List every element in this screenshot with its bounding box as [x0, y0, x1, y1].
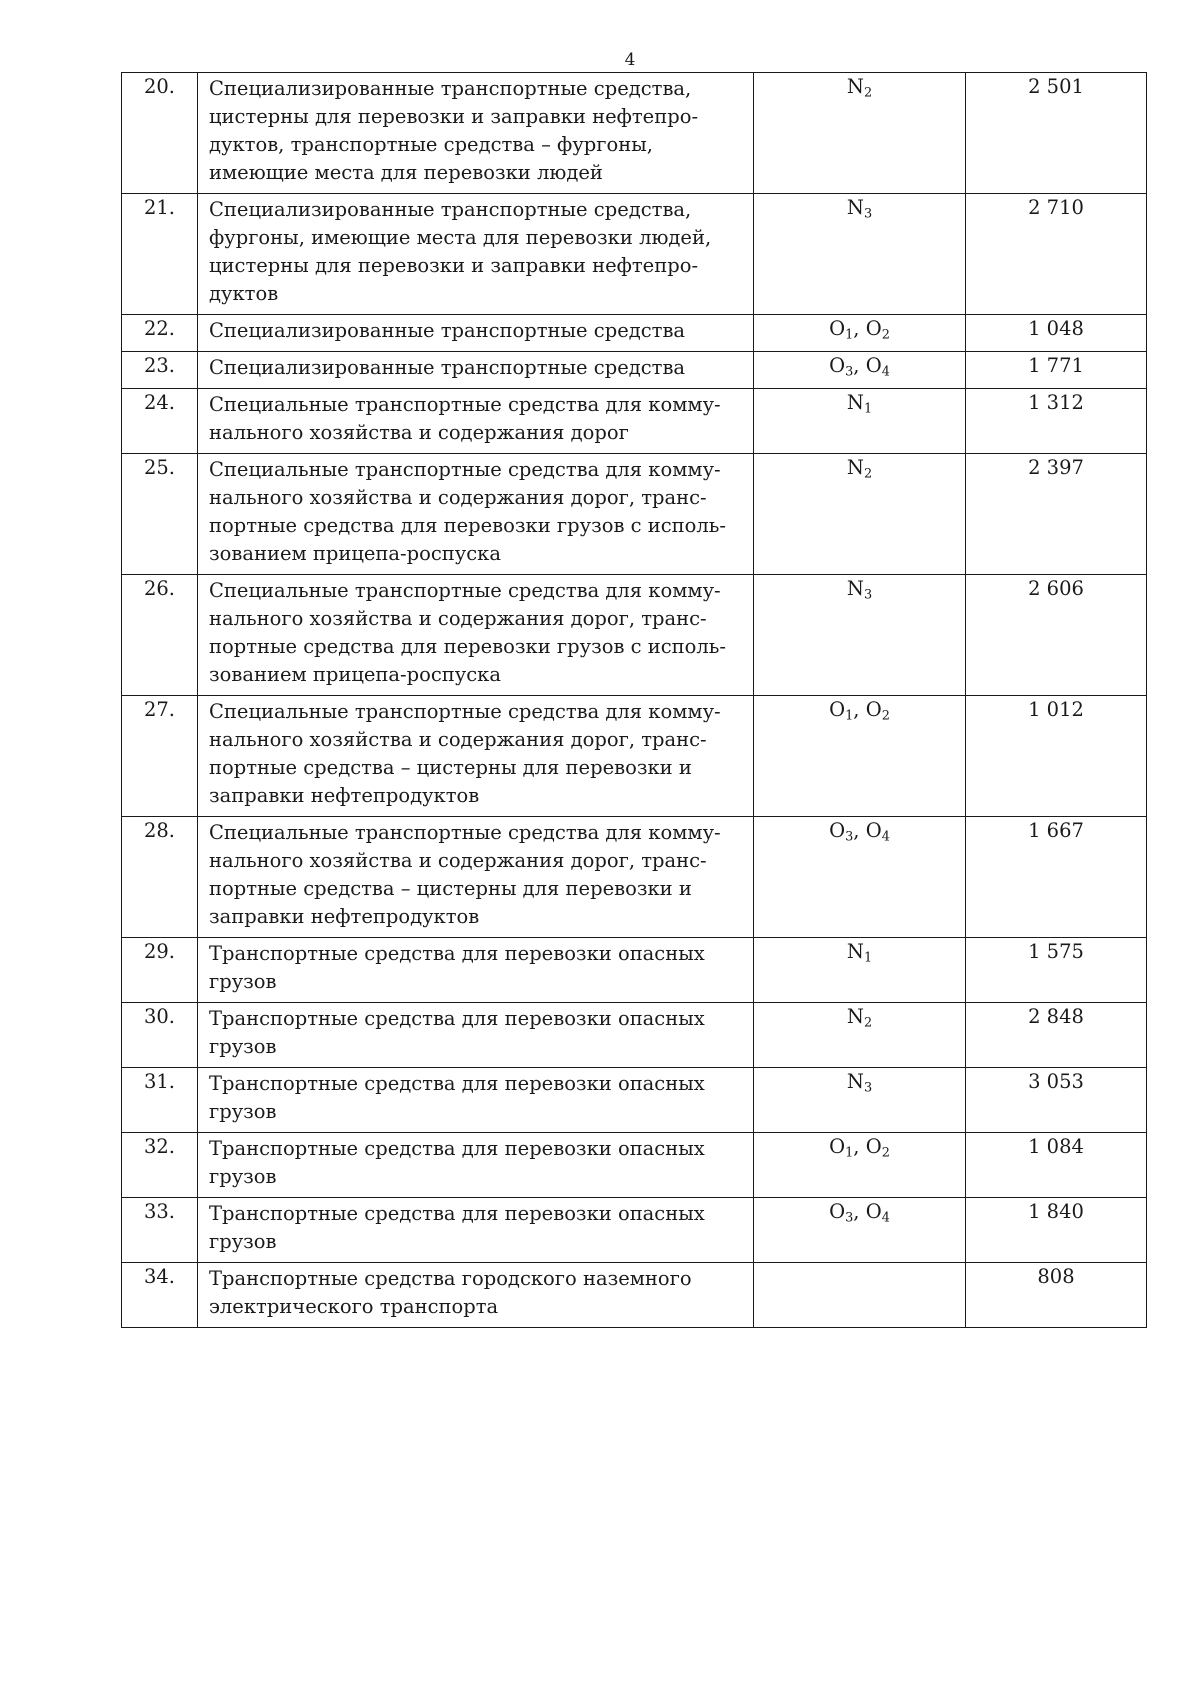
row-category	[754, 389, 966, 454]
category-letter: O	[829, 698, 846, 721]
row-category	[754, 1003, 966, 1068]
category-letter: N	[846, 196, 864, 219]
row-number: 30.	[122, 1003, 198, 1068]
table-row	[122, 454, 1147, 575]
row-category: $O_3$, $O_4$	[754, 1198, 966, 1263]
row-value: 1 048	[966, 315, 1147, 352]
category-letter: N	[846, 456, 864, 479]
row-description: Специальные транспортные средства для комму-нального хозяйства и содержания дорог, транс-портные средства – цистерны для перевозки и заправки нефтепродуктов	[198, 817, 754, 938]
row-category	[754, 194, 966, 315]
table-row	[122, 1133, 1147, 1198]
category-subscript: 3	[863, 206, 873, 222]
category-subscript: 3	[845, 1210, 854, 1226]
row-number: 27.	[122, 696, 198, 817]
row-description: Специальные транспортные средства для комму-нального хозяйства и содержания дорог	[198, 389, 754, 454]
category-letter: N	[846, 577, 864, 600]
row-value: 1 012	[966, 696, 1147, 817]
table-row	[122, 389, 1147, 454]
table-row	[122, 194, 1147, 315]
category-subscript: 2	[863, 1015, 873, 1031]
category-subscript: 2	[863, 85, 873, 101]
row-value: 1 771	[966, 352, 1147, 389]
category-letter: O	[865, 1200, 882, 1223]
table-row	[122, 696, 1147, 817]
row-value: 2 710	[966, 194, 1147, 315]
category-letter: O	[865, 698, 882, 721]
row-number: 25.	[122, 454, 198, 575]
category-letter: O	[865, 819, 882, 842]
category-letter: N	[846, 940, 864, 963]
row-category	[754, 938, 966, 1003]
row-category: $O_3$, $O_4$	[754, 817, 966, 938]
row-number: 31.	[122, 1068, 198, 1133]
row-value: 1 312	[966, 389, 1147, 454]
row-number: 24.	[122, 389, 198, 454]
table-row	[122, 575, 1147, 696]
row-number: 21.	[122, 194, 198, 315]
row-description: Транспортные средства для перевозки опасных грузов	[198, 1198, 754, 1263]
row-number: 26.	[122, 575, 198, 696]
row-value: 2 397	[966, 454, 1147, 575]
row-value: 1 840	[966, 1198, 1147, 1263]
row-value: 1 084	[966, 1133, 1147, 1198]
table-row	[122, 817, 1147, 938]
page-number: 4	[624, 50, 636, 70]
row-description: Транспортные средства для перевозки опасных грузов	[198, 1133, 754, 1198]
table-row	[122, 315, 1147, 352]
table-body	[122, 73, 1147, 1328]
row-number: 32.	[122, 1133, 198, 1198]
row-number: 29.	[122, 938, 198, 1003]
row-value: 3 053	[966, 1068, 1147, 1133]
category-letter: O	[829, 317, 846, 340]
row-category	[754, 1263, 966, 1328]
row-category	[754, 575, 966, 696]
category-subscript: 2	[881, 1145, 890, 1161]
row-description: Специализированные транспортные средства	[198, 352, 754, 389]
category-letter: O	[829, 1200, 846, 1223]
row-description: Специальные транспортные средства для комму-нального хозяйства и содержания дорог, транс-портные средства для перевозки грузов с исполь-зованием прицепа-роспуска	[198, 575, 754, 696]
category-subscript: 4	[881, 829, 890, 845]
category-letter: O	[829, 354, 846, 377]
row-description: Транспортные средства городского наземного электрического транспорта	[198, 1263, 754, 1328]
row-description: Специальные транспортные средства для комму-нального хозяйства и содержания дорог, транс-портные средства для перевозки грузов с исполь-зованием прицепа-роспуска	[198, 454, 754, 575]
category-letter: O	[865, 354, 882, 377]
row-number: 33.	[122, 1198, 198, 1263]
category-subscript: 1	[845, 708, 854, 724]
row-description: Транспортные средства для перевозки опасных грузов	[198, 938, 754, 1003]
table-row	[122, 1263, 1147, 1328]
category-subscript: 4	[881, 364, 890, 380]
row-description: Специализированные транспортные средства, фургоны, имеющие места для перевозки людей, цистерны для перевозки и заправки нефтепро-дуктов	[198, 194, 754, 315]
row-category	[754, 73, 966, 194]
category-subscript: 1	[863, 950, 873, 966]
category-subscript: 3	[845, 829, 854, 845]
row-number: 23.	[122, 352, 198, 389]
category-subscript: 2	[881, 708, 890, 724]
row-value: 2 606	[966, 575, 1147, 696]
category-subscript: 1	[845, 1145, 854, 1161]
category-letter: N	[846, 391, 864, 414]
category-subscript: 3	[863, 587, 873, 603]
category-letter: N	[846, 75, 864, 98]
table-row	[122, 1068, 1147, 1133]
row-value: 808	[966, 1263, 1147, 1328]
category-subscript: 1	[845, 327, 854, 343]
row-category: $O_1$, $O_2$	[754, 315, 966, 352]
category-letter: O	[829, 1135, 846, 1158]
category-subscript: 3	[863, 1080, 873, 1096]
category-subscript: 2	[863, 466, 873, 482]
row-number: 20.	[122, 73, 198, 194]
row-number: 22.	[122, 315, 198, 352]
table-row	[122, 938, 1147, 1003]
row-description: Транспортные средства для перевозки опасных грузов	[198, 1068, 754, 1133]
category-letter: O	[865, 1135, 882, 1158]
vehicle-rates-table	[121, 72, 1147, 1328]
row-value: 2 848	[966, 1003, 1147, 1068]
row-description: Специализированные транспортные средства	[198, 315, 754, 352]
row-value: 2 501	[966, 73, 1147, 194]
row-category: $O_1$, $O_2$	[754, 696, 966, 817]
row-number: 28.	[122, 817, 198, 938]
category-subscript: 2	[881, 327, 890, 343]
category-subscript: 4	[881, 1210, 890, 1226]
row-description: Транспортные средства для перевозки опасных грузов	[198, 1003, 754, 1068]
row-category	[754, 1068, 966, 1133]
row-description: Специализированные транспортные средства, цистерны для перевозки и заправки нефтепро-дуктов, транспортные средства – фургоны, имеющие места для перевозки людей	[198, 73, 754, 194]
row-value: 1 575	[966, 938, 1147, 1003]
table-row	[122, 73, 1147, 194]
category-letter: O	[865, 317, 882, 340]
category-letter: N	[846, 1005, 864, 1028]
row-number: 34.	[122, 1263, 198, 1328]
row-value: 1 667	[966, 817, 1147, 938]
category-subscript: 3	[845, 364, 854, 380]
category-subscript: 1	[863, 401, 873, 417]
table-row	[122, 1198, 1147, 1263]
category-letter: N	[846, 1070, 864, 1093]
table-row	[122, 1003, 1147, 1068]
row-category: $O_3$, $O_4$	[754, 352, 966, 389]
row-category	[754, 454, 966, 575]
table-row	[122, 352, 1147, 389]
category-letter: O	[829, 819, 846, 842]
row-description: Специальные транспортные средства для комму-нального хозяйства и содержания дорог, транс-портные средства – цистерны для перевозки и заправки нефтепродуктов	[198, 696, 754, 817]
row-category: $O_1$, $O_2$	[754, 1133, 966, 1198]
